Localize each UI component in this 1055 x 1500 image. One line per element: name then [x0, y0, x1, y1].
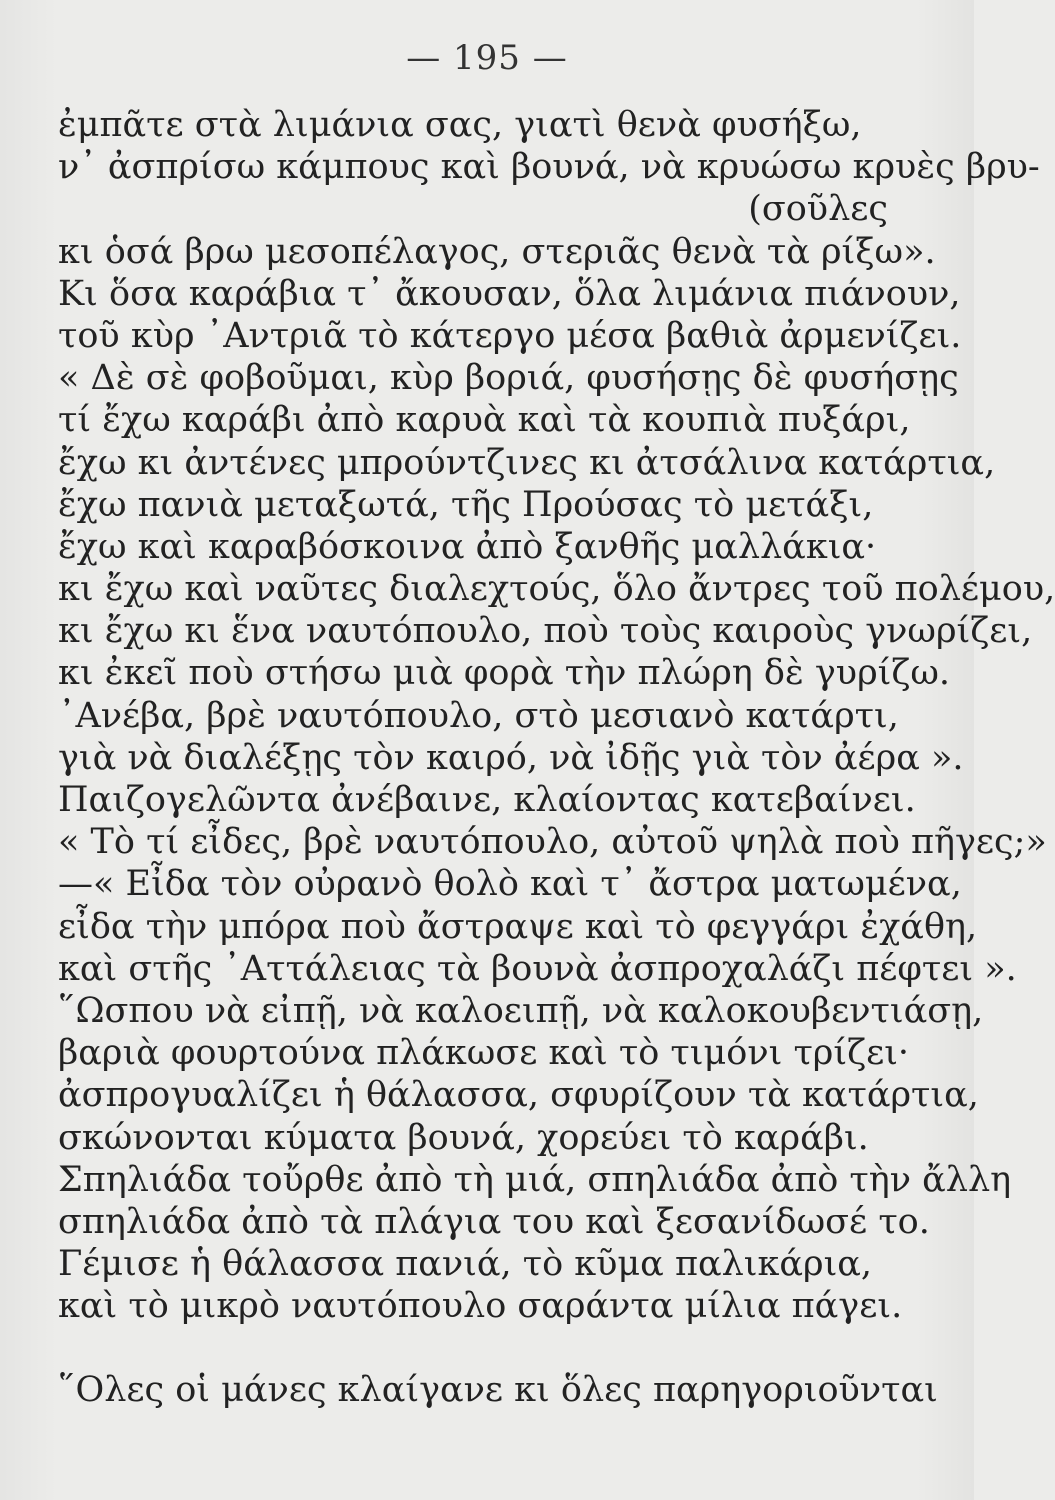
- text-line: ἔχω καὶ καραβόσκοινα ἀπὸ ξανθῆς μαλλάκια·: [58, 526, 877, 567]
- text-line: —« Εἶδα τὸν οὐρανὸ θολὸ καὶ τ᾿ ἄστρα ματωμένα,: [58, 864, 962, 905]
- text-line: ἐμπᾶτε στὰ λιμάνια σας, γιατὶ θενὰ φυσήξω,: [58, 105, 862, 145]
- poem-text: [58, 104, 1055, 1412]
- text-line: εἶδα τὴν μπόρα ποὺ ἄστραψε καὶ τὸ φεγγάρι ἐχάθη,: [58, 906, 978, 947]
- text-line: Κι ὅσα καράβια τ᾿ ἄκουσαν, ὅλα λιμάνια πιάνουν,: [58, 273, 961, 314]
- text-line-continuation: (σοῦλες: [748, 189, 888, 230]
- text-line: καὶ τὸ μικρὸ ναυτόπουλο σαράντα μίλια πάγει.: [58, 1286, 903, 1327]
- stanza-gap: [58, 1327, 938, 1369]
- text-line: τί ἔχω καράβι ἀπὸ καρυὰ καὶ τὰ κουπιὰ πυξάρι,: [58, 400, 911, 441]
- text-line: Σπηλιάδα τοὔρθε ἀπὸ τὴ μιά, σπηλιάδα ἀπὸ τὴν ἄλλη: [58, 1159, 1012, 1200]
- text-line: τοῦ κὺρ ᾿Αντριᾶ τὸ κάτεργο μέσα βαθιὰ ἀρμενίζει.: [58, 315, 962, 356]
- text-line: βαριὰ φουρτούνα πλάκωσε καὶ τὸ τιμόνι τρίζει·: [58, 1033, 910, 1074]
- text-line: κι ἔχω κι ἕνα ναυτόπουλο, ποὺ τοὺς καιροὺς γνωρίζει,: [58, 611, 1033, 652]
- text-line: ἀσπρογυαλίζει ἡ θάλασσα, σφυρίζουν τὰ κατάρτια,: [58, 1075, 979, 1116]
- text-line: σκώνονται κύματα βουνά, χορεύει τὸ καράβι.: [58, 1117, 869, 1158]
- text-line: ᾿Ανέβα, βρὲ ναυτόπουλο, στὸ μεσιανὸ κατάρτι,: [58, 695, 899, 736]
- text-line: κι ὁσά βρω μεσοπέλαγος, στεριᾶς θενὰ τὰ ρίξω».: [58, 231, 936, 272]
- text-line: ἔχω πανιὰ μεταξωτά, τῆς Προύσας τὸ μετάξι,: [58, 484, 874, 525]
- text-line: « Τὸ τί εἶδες, βρὲ ναυτόπουλο, αὐτοῦ ψηλὰ ποὺ πῆγες;»: [58, 822, 1047, 863]
- text-line-last: ῞Ολες οἱ μάνες κλαίγανε κι ὅλες παρηγοριοῦνται: [58, 1370, 938, 1411]
- text-line: γιὰ νὰ διαλέξῃς τὸν καιρό, νὰ ἰδῇς γιὰ τὸν ἀέρα ».: [58, 737, 964, 778]
- text-line: σπηλιάδα ἀπὸ τὰ πλάγια του καὶ ξεσανίδωσέ το.: [58, 1201, 930, 1242]
- text-line: ῞Ωσπου νὰ εἰπῇ, νὰ καλοειπῇ, νὰ καλοκουβεντιάσῃ,: [58, 990, 984, 1031]
- text-line: ἔχω κι ἀντένες μπρούντζινες κι ἀτσάλινα κατάρτια,: [58, 442, 996, 483]
- page-number: — 195 —: [406, 38, 568, 78]
- text-line: κι ἐκεῖ ποὺ στήσω μιὰ φορὰ τὴν πλώρη δὲ γυρίζω.: [58, 653, 951, 694]
- text-line: καὶ στῆς ᾿Αττάλειας τὰ βουνὰ ἀσπροχαλάζι πέφτει ».: [58, 948, 1017, 989]
- text-line: Γέμισε ἡ θάλασσα πανιά, τὸ κῦμα παλικάρια,: [58, 1244, 873, 1285]
- text-line: κι ἔχω καὶ ναῦτες διαλεχτούς, ὅλο ἄντρες τοῦ πολέμου,: [58, 569, 1055, 610]
- text-line: « Δὲ σὲ φοβοῦμαι, κὺρ βοριά, φυσήσῃς δὲ φυσήσῃς: [58, 358, 959, 399]
- text-line: Παιζογελῶντα ἀνέβαινε, κλαίοντας κατεβαίνει.: [58, 780, 916, 820]
- text-line: ν᾿ ἀσπρίσω κάμπους καὶ βουνά, νὰ κρυώσω κρυὲς βρυ-: [58, 147, 1040, 188]
